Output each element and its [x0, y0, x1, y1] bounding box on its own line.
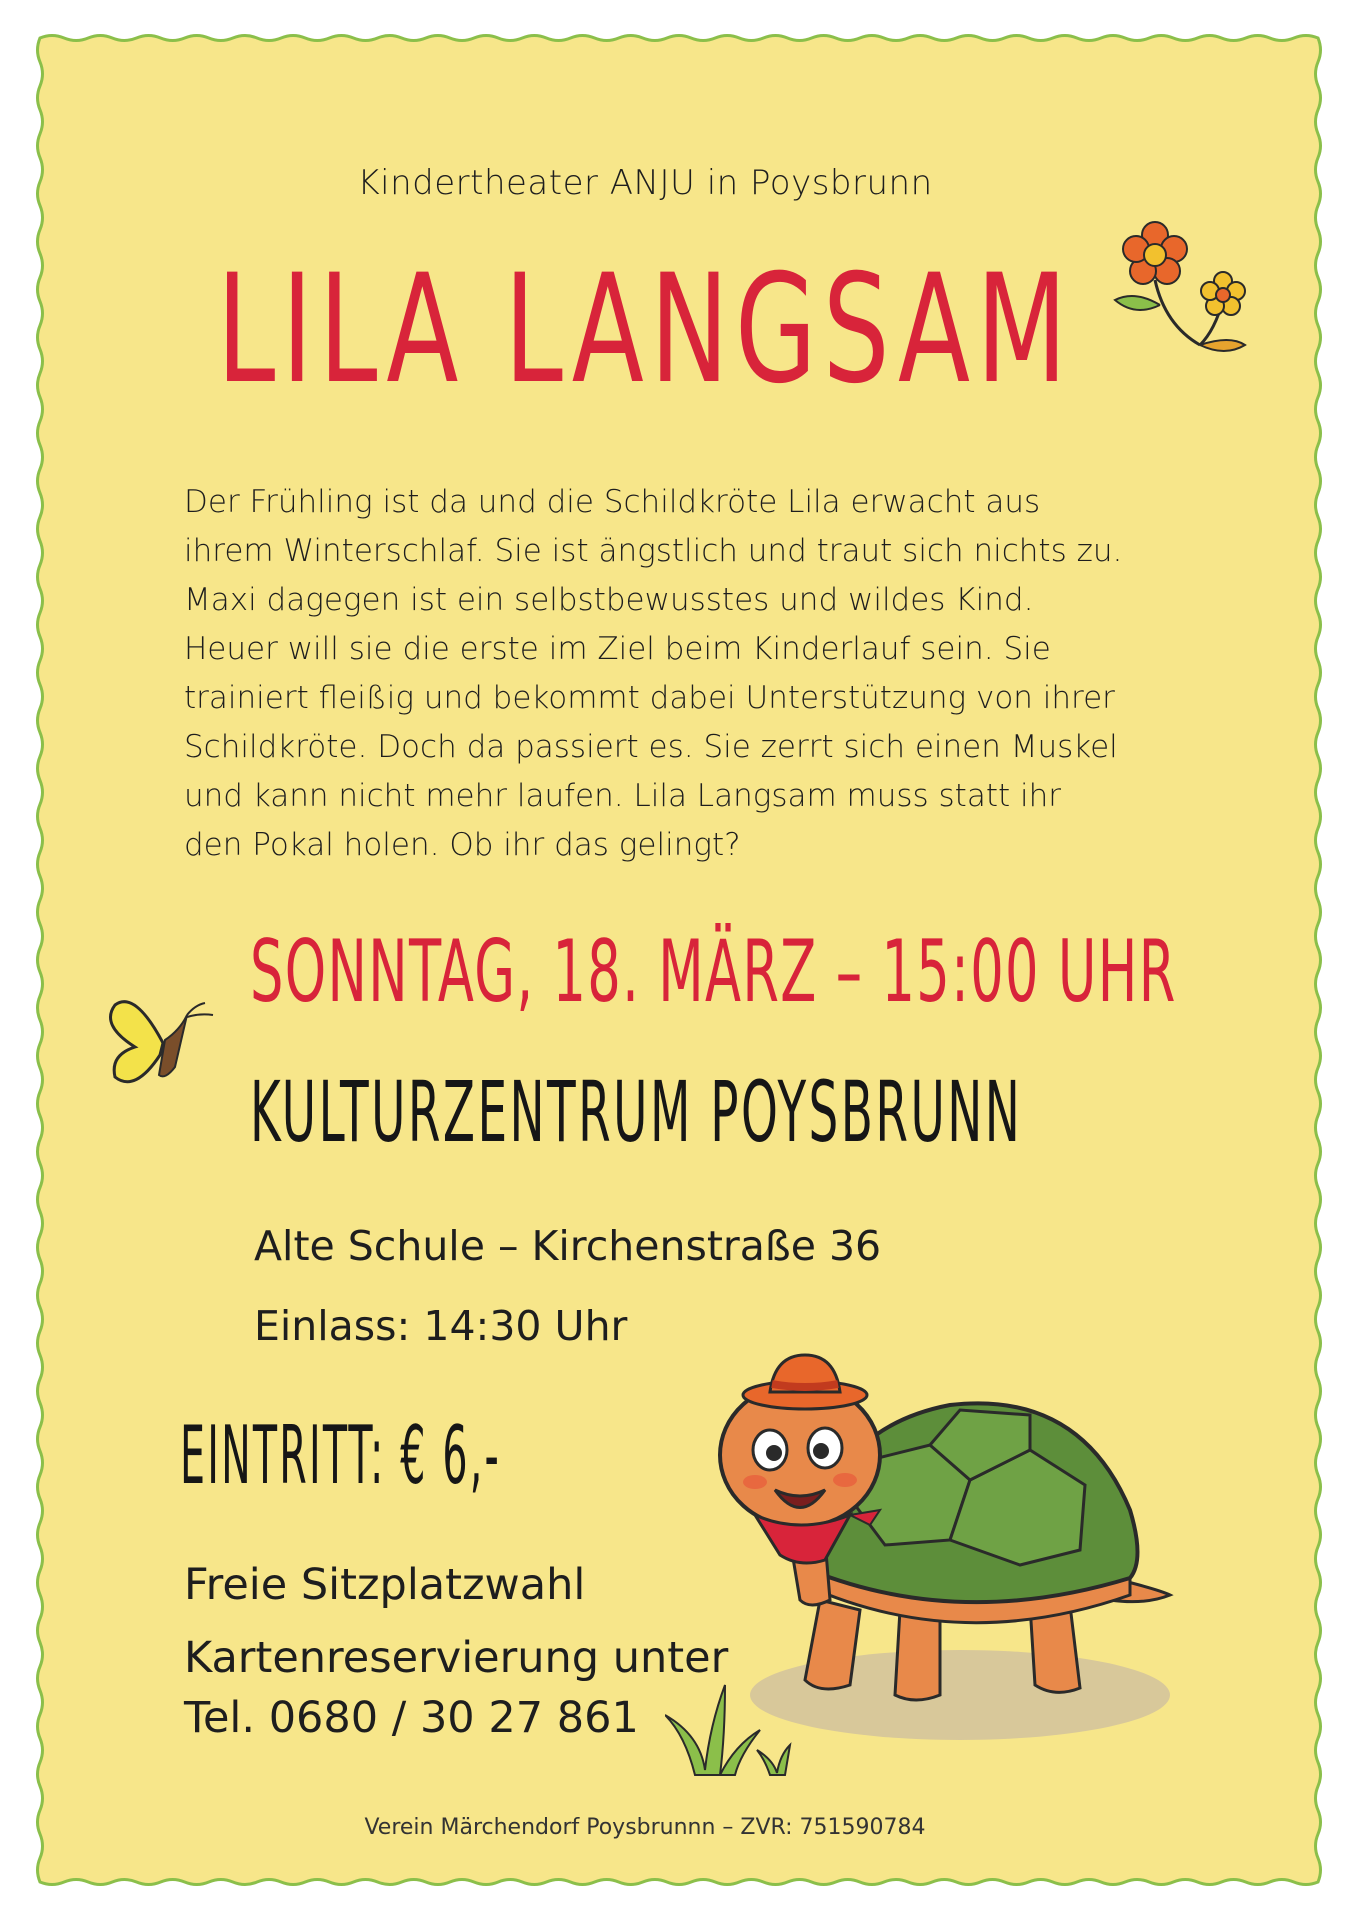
- entry-time: Einlass: 14:30 Uhr: [254, 1302, 628, 1350]
- subtitle: Kindertheater ANJU in Poysbrunn: [357, 163, 933, 203]
- venue-address: Alte Schule – Kirchenstraße 36: [254, 1222, 882, 1270]
- admission-price: EINTRITT: € 6,-: [180, 1409, 502, 1502]
- seating-info: Freie Sitzplatzwahl: [184, 1560, 586, 1610]
- description: Der Frühling ist da und die Schildkröte Lila erwacht aus ihrem Winterschlaf. Sie ist ängstlich und traut sich nichts zu. Maxi dagegen ist ein selbstbewusstes und wildes Kind. Heuer will sie die erste im Ziel beim Kinderlauf sein. Sie trainiert fleißig und bekommt dabei Unterstützung von ihrer Schildkröte. Doch da passiert es. Sie zerrt sich einen Muskel und kann nicht mehr laufen. Lila Langsam muss statt ihr den Pokal holen. Ob ihr das gelingt?: [184, 484, 1123, 863]
- phone-number: Tel. 0680 / 30 27 861: [184, 1693, 639, 1743]
- reservation-info: Kartenreservierung unter: [184, 1633, 729, 1683]
- page-title: LILA LANGSAM: [216, 243, 1074, 417]
- footer-text: Verein Märchendorf Poysbrunnn – ZVR: 751590784: [364, 1815, 926, 1840]
- venue-name: KULTURZENTRUM POYSBRUNN: [250, 1063, 1023, 1161]
- event-date: SONNTAG, 18. MÄRZ – 15:00 UHR: [250, 922, 1177, 1022]
- flower-icon: [1095, 205, 1265, 375]
- butterfly-icon: [95, 985, 225, 1095]
- grass-icon: [665, 1675, 815, 1785]
